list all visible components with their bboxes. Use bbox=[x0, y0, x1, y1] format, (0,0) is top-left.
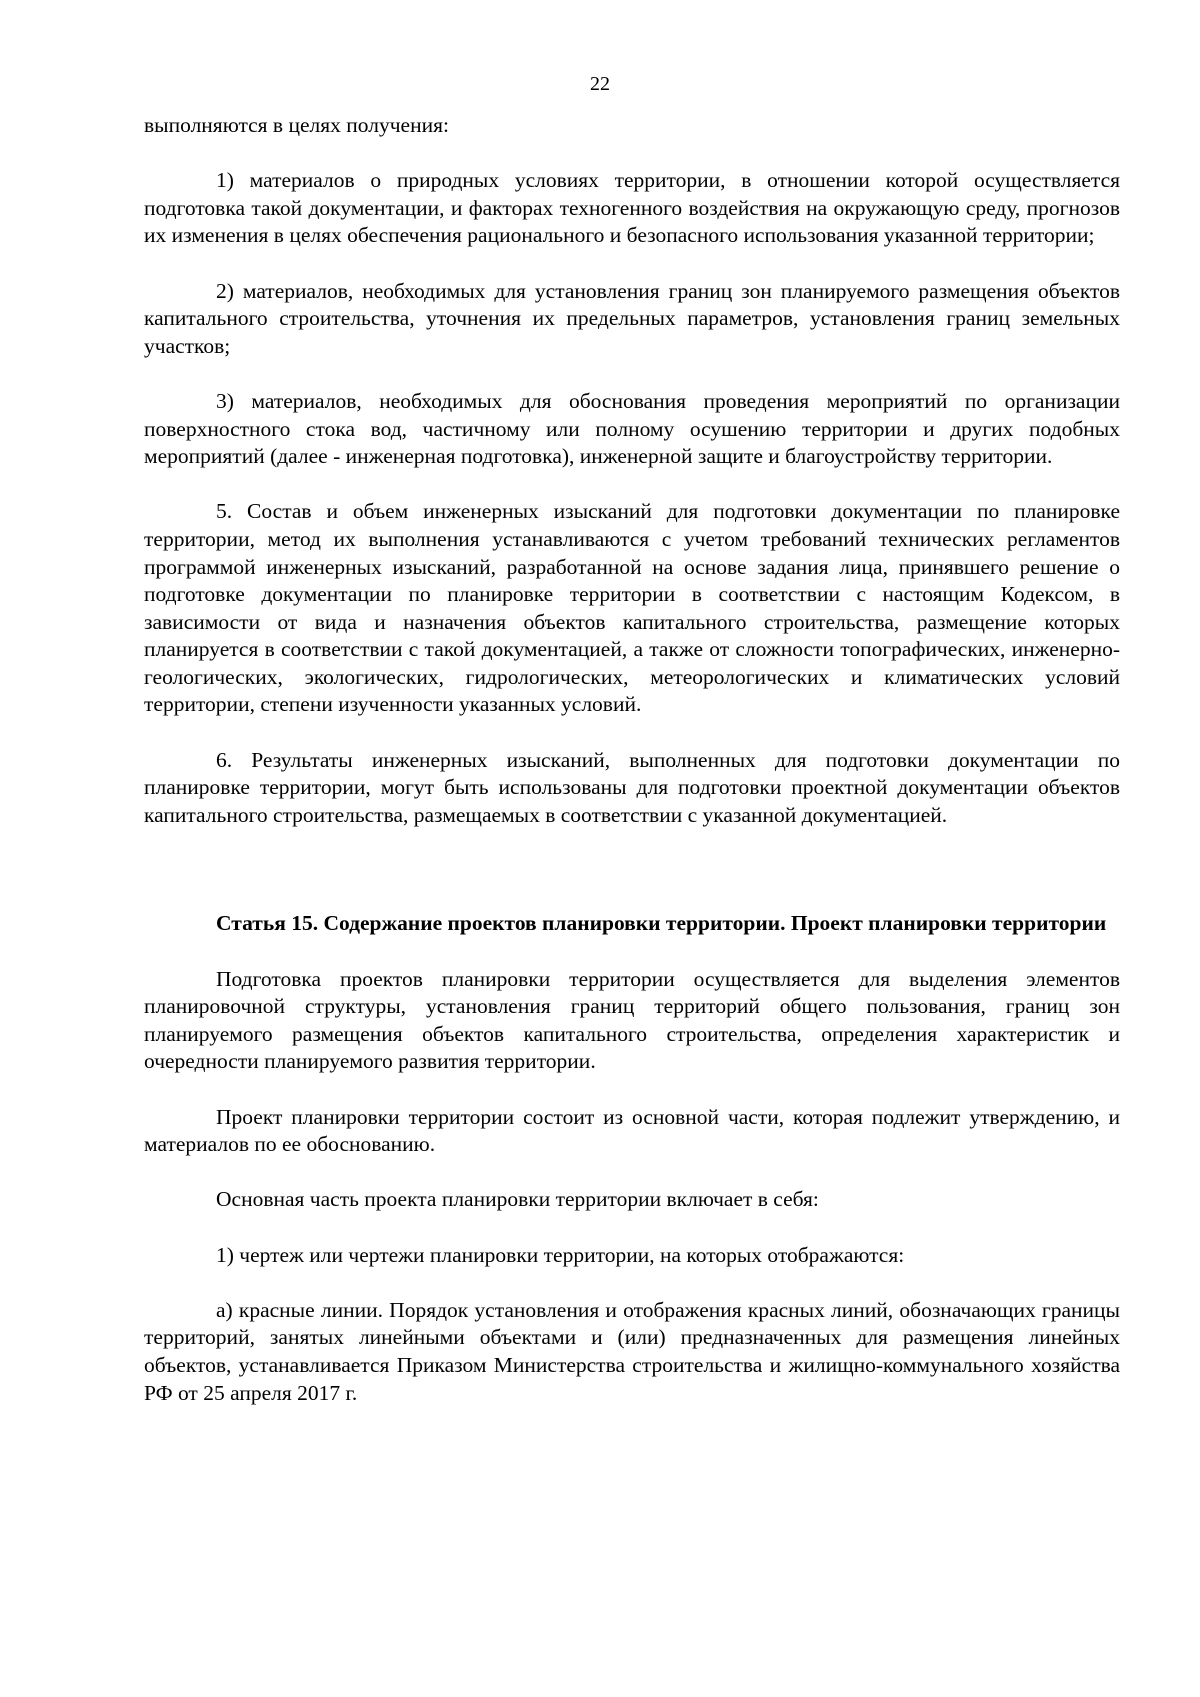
page-number: 22 bbox=[590, 73, 610, 95]
paragraph-6: 6. Результаты инженерных изысканий, выполненных для подготовки документации по планировке территории, могут быть использованы для подготовки проектной документации объектов капитального строительства, размещаемых в соответствии с указанной документацией. bbox=[144, 747, 1120, 827]
intro-line: выполняются в целях получения: bbox=[144, 113, 449, 137]
paragraph-5: 5. Состав и объем инженерных изысканий для подготовки документации по планировке территории, метод их выполнения устанавливаются с учетом требований технических регламентов программой инженерных изысканий, разработанной на основе задания лица, принявшего решение о подготовке документации по планировке территории в соответствии с настоящим Кодексом, в зависимости от вида и назначения объектов капитального строительства, размещение которых планируется в соответствии с такой документацией, а также от сложности топографических, инженерно-геологических, экологических, гидрологических, метеорологических и климатических условий территории, степени изученности указанных условий. bbox=[144, 499, 1120, 717]
article-paragraph: Основная часть проекта планировки территории включает в себя: bbox=[216, 1187, 819, 1212]
list-item-3: 3) материалов, необходимых для обоснования проведения мероприятий по организации поверхностного стока вод, частичному или полному осушению территории и других подобных мероприятий (далее - инженерная подготовка), инженерной защите и благоустройству территории. bbox=[144, 388, 1120, 469]
article-paragraph: Проект планировки территории состоит из основной части, которая подлежит утверждению, и материалов по ее обоснованию. bbox=[144, 1104, 1120, 1157]
list-item-1: 1) материалов о природных условиях территории, в отношении которой осуществляется подготовка такой документации, и факторах техногенного воздействия на окружающую среду, прогнозов их изменения в целях обеспечения рационального и безопасного использования указанной территории; bbox=[144, 168, 1120, 248]
article-paragraph: а) красные линии. Порядок установления и отображения красных линий, обозначающих границы территорий, занятых линейными объектами и (или) предназначенных для размещения линейных объектов, устанавливается Приказом Министерства строительства и жилищно-коммунального хозяйства РФ от 25 апреля 2017 г. bbox=[144, 1297, 1120, 1405]
document-body bbox=[144, 112, 1120, 1435]
article-paragraph: 1) чертеж или чертежи планировки территории, на которых отображаются: bbox=[216, 1242, 905, 1267]
list-item-2: 2) материалов, необходимых для установления границ зон планируемого размещения объектов капитального строительства, уточнения их предельных параметров, установления границ земельных участков; bbox=[144, 278, 1120, 358]
article-heading: Статья 15. Содержание проектов планировки территории. Проект планировки территории bbox=[216, 911, 1107, 936]
article-paragraph: Подготовка проектов планировки территории осуществляется для выделения элементов планировочной структуры, установления границ территорий общего пользования, границ зон планируемого размещения объектов капитального строительства, определения характеристик и очередности планируемого развития территории. bbox=[144, 966, 1120, 1074]
